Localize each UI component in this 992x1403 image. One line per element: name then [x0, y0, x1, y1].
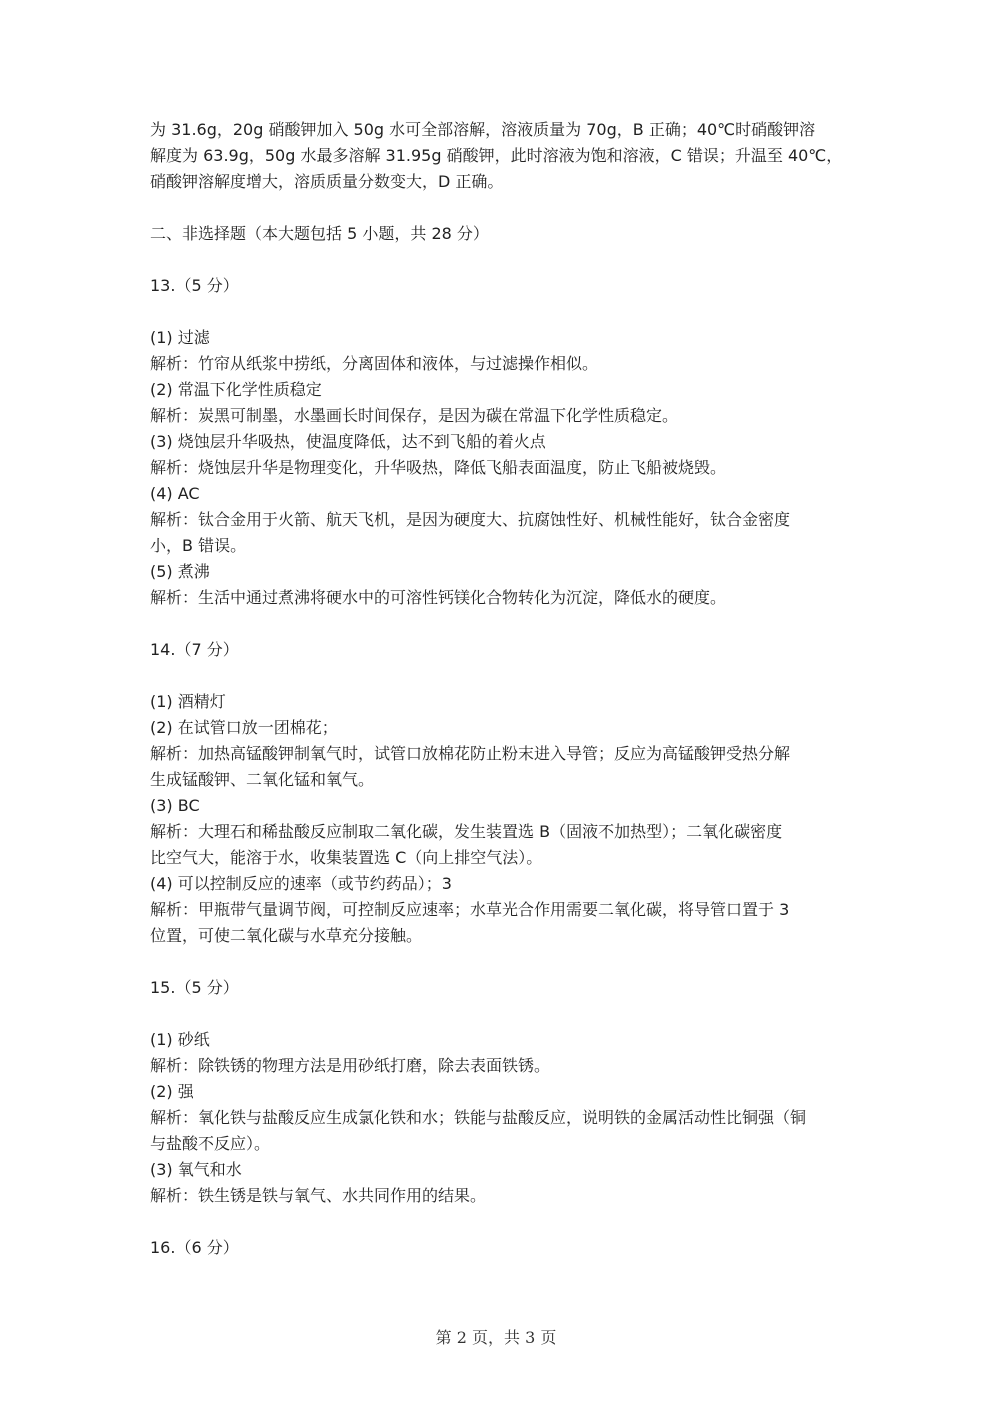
text-line: (2) 常温下化学性质稳定 [150, 380, 322, 399]
text-block [150, 1027, 850, 1209]
text-line: 生成锰酸钾、二氧化锰和氧气。 [150, 770, 375, 789]
text-line: 16.（6 分） [150, 1238, 239, 1257]
text-line: (1) 酒精灯 [150, 692, 226, 711]
block-gap [150, 195, 850, 221]
text-line: 解析：竹帘从纸浆中捞纸，分离固体和液体，与过滤操作相似。 [150, 354, 599, 373]
text-line: 解析：甲瓶带气量调节阀，可控制反应速率；水草光合作用需要二氧化碳，将导管口置于 3 [150, 900, 790, 919]
text-line: (1) 砂纸 [150, 1030, 210, 1049]
text-block [150, 221, 850, 247]
text-line: 解析：大理石和稀盐酸反应制取二氧化碳，发生装置选 B（固液不加热型）；二氧化碳密度 [150, 822, 783, 841]
text-block [150, 637, 850, 663]
text-line: (3) BC [150, 796, 200, 815]
text-block [150, 117, 850, 195]
text-block [150, 975, 850, 1001]
text-line: (4) 可以控制反应的速率（或节约药品）；3 [150, 874, 452, 893]
text-line: 14.（7 分） [150, 640, 239, 659]
block-gap [150, 1209, 850, 1235]
block-gap [150, 299, 850, 325]
answer-content [150, 117, 850, 1261]
text-line: (3) 烧蚀层升华吸热，使温度降低，达不到飞船的着火点 [150, 432, 546, 451]
text-line: 解析：除铁锈的物理方法是用砂纸打磨，除去表面铁锈。 [150, 1056, 551, 1075]
text-line: (1) 过滤 [150, 328, 210, 347]
text-line: (2) 强 [150, 1082, 194, 1101]
text-line: (5) 煮沸 [150, 562, 210, 581]
text-line: 与盐酸不反应）。 [150, 1134, 271, 1153]
text-line: 比空气大，能溶于水，收集装置选 C（向上排空气法）。 [150, 848, 543, 867]
page-footer: 第 2 页，共 3 页 [435, 1328, 557, 1347]
text-line: 解析：加热高锰酸钾制氧气时，试管口放棉花防止粉末进入导管；反应为高锰酸钾受热分解 [150, 744, 791, 763]
text-line: 二、非选择题（本大题包括 5 小题，共 28 分） [150, 224, 489, 243]
text-line: 解析：铁生锈是铁与氧气、水共同作用的结果。 [150, 1186, 487, 1205]
text-line: 15.（5 分） [150, 978, 239, 997]
text-line: 解析：生活中通过煮沸将硬水中的可溶性钙镁化合物转化为沉淀，降低水的硬度。 [150, 588, 727, 607]
text-line: 13.（5 分） [150, 276, 239, 295]
block-gap [150, 1001, 850, 1027]
text-line: 硝酸钾溶解度增大，溶质质量分数变大，D 正确。 [150, 172, 504, 191]
text-line: 解析：钛合金用于火箭、航天飞机，是因为硬度大、抗腐蚀性好、机械性能好，钛合金密度 [150, 510, 791, 529]
text-block [150, 689, 850, 949]
text-block [150, 325, 850, 611]
text-line: 解度为 63.9g，50g 水最多溶解 31.95g 硝酸钾，此时溶液为饱和溶液，C 错误；升温至 40℃， [150, 146, 843, 165]
block-gap [150, 949, 850, 975]
block-gap [150, 663, 850, 689]
text-line: (4) AC [150, 484, 200, 503]
text-block [150, 1235, 850, 1261]
text-block [150, 273, 850, 299]
text-line: (2) 在试管口放一团棉花； [150, 718, 338, 737]
text-line: 小，B 错误。 [150, 536, 247, 555]
text-line: 解析：氧化铁与盐酸反应生成氯化铁和水；铁能与盐酸反应，说明铁的金属活动性比铜强（铜 [150, 1108, 807, 1127]
text-line: (3) 氧气和水 [150, 1160, 242, 1179]
text-line: 解析：炭黑可制墨，水墨画长时间保存，是因为碳在常温下化学性质稳定。 [150, 406, 679, 425]
block-gap [150, 247, 850, 273]
text-line: 为 31.6g，20g 硝酸钾加入 50g 水可全部溶解，溶液质量为 70g，B 正确；40℃时硝酸钾溶 [150, 120, 816, 139]
block-gap [150, 611, 850, 637]
text-line: 位置，可使二氧化碳与水草充分接触。 [150, 926, 423, 945]
text-line: 解析：烧蚀层升华是物理变化，升华吸热，降低飞船表面温度，防止飞船被烧毁。 [150, 458, 727, 477]
